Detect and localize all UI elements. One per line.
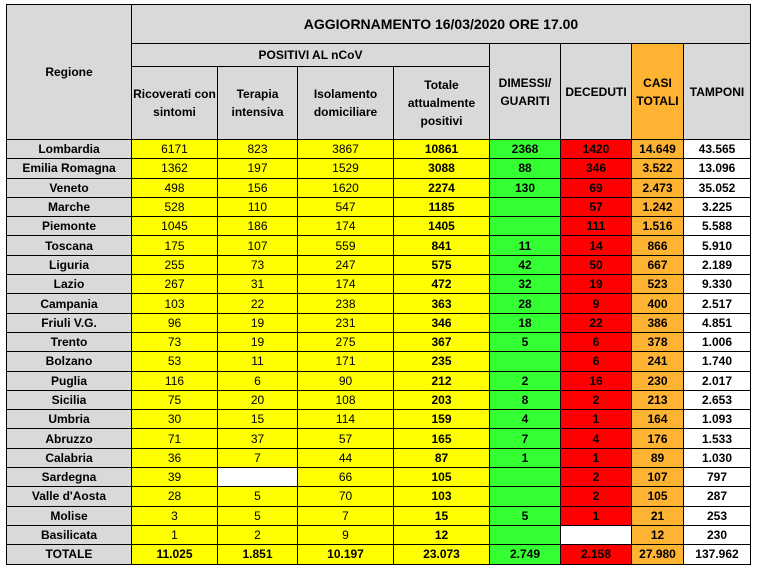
cell-terapia: 15 xyxy=(218,410,298,429)
cell-totale: 363 xyxy=(394,294,490,313)
cell-deceduti: 1 xyxy=(561,506,632,525)
cell-dimessi xyxy=(490,352,561,371)
cell-deceduti: 14 xyxy=(561,236,632,255)
cell-dimessi: 32 xyxy=(490,275,561,294)
cell-casi: 241 xyxy=(632,352,684,371)
cell-regione: Umbria xyxy=(7,410,132,429)
cell-tamponi: 1.006 xyxy=(684,332,751,351)
cell-regione: Sicilia xyxy=(7,390,132,409)
table-row xyxy=(7,390,751,409)
covid-regional-table xyxy=(6,4,751,565)
cell-ricoverati: 28 xyxy=(132,487,218,506)
table-row xyxy=(7,197,751,216)
cell-terapia: 73 xyxy=(218,255,298,274)
cell-ricoverati: 255 xyxy=(132,255,218,274)
table-row xyxy=(7,236,751,255)
cell-dimessi: 7 xyxy=(490,429,561,448)
cell-tamponi: 797 xyxy=(684,468,751,487)
cell-totale: 23.073 xyxy=(394,545,490,564)
cell-ricoverati: 267 xyxy=(132,275,218,294)
table-row xyxy=(7,159,751,178)
cell-regione: Puglia xyxy=(7,371,132,390)
cell-isolamento: 275 xyxy=(298,332,394,351)
cell-dimessi: 42 xyxy=(490,255,561,274)
table-row xyxy=(7,332,751,351)
cell-casi: 230 xyxy=(632,371,684,390)
cell-deceduti xyxy=(561,525,632,544)
cell-deceduti: 1420 xyxy=(561,140,632,159)
cell-tamponi: 137.962 xyxy=(684,545,751,564)
cell-totale: 165 xyxy=(394,429,490,448)
cell-totale: 203 xyxy=(394,390,490,409)
cell-terapia: 7 xyxy=(218,448,298,467)
cell-regione: Liguria xyxy=(7,255,132,274)
cell-tamponi: 2.517 xyxy=(684,294,751,313)
cell-isolamento: 171 xyxy=(298,352,394,371)
cell-totale: 103 xyxy=(394,487,490,506)
cell-dimessi xyxy=(490,487,561,506)
cell-tamponi: 5.588 xyxy=(684,217,751,236)
cell-casi: 2.473 xyxy=(632,178,684,197)
table-row xyxy=(7,410,751,429)
cell-casi: 1.516 xyxy=(632,217,684,236)
cell-dimessi: 5 xyxy=(490,332,561,351)
cell-isolamento: 174 xyxy=(298,217,394,236)
cell-deceduti: 111 xyxy=(561,217,632,236)
cell-tamponi: 1.533 xyxy=(684,429,751,448)
cell-regione: Piemonte xyxy=(7,217,132,236)
cell-deceduti: 2 xyxy=(561,487,632,506)
cell-totale: 472 xyxy=(394,275,490,294)
cell-dimessi: 5 xyxy=(490,506,561,525)
cell-terapia: 31 xyxy=(218,275,298,294)
cell-ricoverati: 1045 xyxy=(132,217,218,236)
cell-regione: Calabria xyxy=(7,448,132,467)
cell-tamponi: 35.052 xyxy=(684,178,751,197)
cell-regione: Sardegna xyxy=(7,468,132,487)
page-title: AGGIORNAMENTO 16/03/2020 ORE 17.00 xyxy=(132,5,751,44)
header-positivi: POSITIVI AL nCoV xyxy=(132,44,490,67)
cell-dimessi xyxy=(490,525,561,544)
cell-dimessi: 11 xyxy=(490,236,561,255)
cell-tamponi: 1.093 xyxy=(684,410,751,429)
cell-casi: 866 xyxy=(632,236,684,255)
cell-isolamento: 231 xyxy=(298,313,394,332)
header-casi: CASI TOTALI xyxy=(632,44,684,140)
cell-tamponi: 2.017 xyxy=(684,371,751,390)
cell-casi: 89 xyxy=(632,448,684,467)
cell-deceduti: 2 xyxy=(561,390,632,409)
cell-isolamento: 559 xyxy=(298,236,394,255)
cell-ricoverati: 103 xyxy=(132,294,218,313)
cell-totale: 15 xyxy=(394,506,490,525)
cell-terapia: 107 xyxy=(218,236,298,255)
cell-regione: Marche xyxy=(7,197,132,216)
cell-totale: 841 xyxy=(394,236,490,255)
cell-isolamento: 7 xyxy=(298,506,394,525)
cell-totale: 159 xyxy=(394,410,490,429)
cell-terapia: 2 xyxy=(218,525,298,544)
cell-terapia: 11 xyxy=(218,352,298,371)
cell-ricoverati: 30 xyxy=(132,410,218,429)
cell-regione: Abruzzo xyxy=(7,429,132,448)
cell-regione: Toscana xyxy=(7,236,132,255)
cell-casi: 14.649 xyxy=(632,140,684,159)
cell-regione: Emilia Romagna xyxy=(7,159,132,178)
table-row xyxy=(7,525,751,544)
header-totale-positivi: Totale attualmente positivi xyxy=(394,67,490,140)
cell-isolamento: 247 xyxy=(298,255,394,274)
cell-regione: Veneto xyxy=(7,178,132,197)
cell-regione: Basilicata xyxy=(7,525,132,544)
cell-ricoverati: 36 xyxy=(132,448,218,467)
cell-ricoverati: 96 xyxy=(132,313,218,332)
table-row xyxy=(7,487,751,506)
cell-ricoverati: 53 xyxy=(132,352,218,371)
cell-tamponi: 3.225 xyxy=(684,197,751,216)
table-row xyxy=(7,429,751,448)
cell-isolamento: 66 xyxy=(298,468,394,487)
table-row xyxy=(7,506,751,525)
cell-isolamento: 114 xyxy=(298,410,394,429)
cell-tamponi: 287 xyxy=(684,487,751,506)
table-row xyxy=(7,313,751,332)
cell-tamponi: 9.330 xyxy=(684,275,751,294)
cell-terapia: 197 xyxy=(218,159,298,178)
cell-deceduti: 1 xyxy=(561,448,632,467)
cell-tamponi: 230 xyxy=(684,525,751,544)
cell-isolamento: 1620 xyxy=(298,178,394,197)
cell-tamponi: 1.740 xyxy=(684,352,751,371)
cell-regione: Molise xyxy=(7,506,132,525)
cell-dimessi xyxy=(490,217,561,236)
cell-regione: Trento xyxy=(7,332,132,351)
cell-terapia: 22 xyxy=(218,294,298,313)
cell-isolamento: 547 xyxy=(298,197,394,216)
cell-tamponi: 4.851 xyxy=(684,313,751,332)
cell-dimessi: 88 xyxy=(490,159,561,178)
cell-dimessi xyxy=(490,468,561,487)
cell-totale: 235 xyxy=(394,352,490,371)
cell-terapia: 1.851 xyxy=(218,545,298,564)
cell-regione: Friuli V.G. xyxy=(7,313,132,332)
cell-terapia: 823 xyxy=(218,140,298,159)
cell-casi: 21 xyxy=(632,506,684,525)
cell-deceduti: 50 xyxy=(561,255,632,274)
table-row xyxy=(7,448,751,467)
cell-ricoverati: 116 xyxy=(132,371,218,390)
cell-deceduti: 1 xyxy=(561,410,632,429)
cell-deceduti: 69 xyxy=(561,178,632,197)
cell-regione: Lazio xyxy=(7,275,132,294)
cell-terapia: 19 xyxy=(218,313,298,332)
cell-isolamento: 57 xyxy=(298,429,394,448)
cell-casi: 176 xyxy=(632,429,684,448)
cell-totale: 3088 xyxy=(394,159,490,178)
table-row xyxy=(7,371,751,390)
cell-terapia: 20 xyxy=(218,390,298,409)
cell-terapia: 5 xyxy=(218,487,298,506)
cell-ricoverati: 498 xyxy=(132,178,218,197)
cell-dimessi: 8 xyxy=(490,390,561,409)
table-row xyxy=(7,140,751,159)
cell-deceduti: 2.158 xyxy=(561,545,632,564)
table-row xyxy=(7,275,751,294)
cell-casi: 107 xyxy=(632,468,684,487)
cell-casi: 400 xyxy=(632,294,684,313)
cell-dimessi: 130 xyxy=(490,178,561,197)
cell-isolamento: 10.197 xyxy=(298,545,394,564)
cell-tamponi: 2.653 xyxy=(684,390,751,409)
cell-regione: Lombardia xyxy=(7,140,132,159)
table-total-row xyxy=(7,545,751,564)
cell-isolamento: 174 xyxy=(298,275,394,294)
cell-totale: 575 xyxy=(394,255,490,274)
cell-deceduti: 19 xyxy=(561,275,632,294)
cell-terapia: 186 xyxy=(218,217,298,236)
cell-ricoverati: 71 xyxy=(132,429,218,448)
header-terapia: Terapia intensiva xyxy=(218,67,298,140)
cell-casi: 164 xyxy=(632,410,684,429)
cell-regione: TOTALE xyxy=(7,545,132,564)
cell-ricoverati: 175 xyxy=(132,236,218,255)
cell-casi: 386 xyxy=(632,313,684,332)
cell-dimessi: 1 xyxy=(490,448,561,467)
cell-totale: 10861 xyxy=(394,140,490,159)
cell-casi: 667 xyxy=(632,255,684,274)
cell-totale: 346 xyxy=(394,313,490,332)
cell-deceduti: 2 xyxy=(561,468,632,487)
cell-casi: 1.242 xyxy=(632,197,684,216)
cell-ricoverati: 3 xyxy=(132,506,218,525)
cell-deceduti: 6 xyxy=(561,352,632,371)
table-row xyxy=(7,352,751,371)
table-row xyxy=(7,294,751,313)
cell-dimessi: 2.749 xyxy=(490,545,561,564)
cell-isolamento: 9 xyxy=(298,525,394,544)
cell-terapia: 5 xyxy=(218,506,298,525)
cell-tamponi: 253 xyxy=(684,506,751,525)
header-deceduti: DECEDUTI xyxy=(561,44,632,140)
cell-deceduti: 22 xyxy=(561,313,632,332)
cell-totale: 105 xyxy=(394,468,490,487)
cell-ricoverati: 6171 xyxy=(132,140,218,159)
cell-dimessi: 28 xyxy=(490,294,561,313)
table-row xyxy=(7,255,751,274)
cell-casi: 523 xyxy=(632,275,684,294)
cell-isolamento: 1529 xyxy=(298,159,394,178)
cell-tamponi: 43.565 xyxy=(684,140,751,159)
cell-deceduti: 16 xyxy=(561,371,632,390)
header-tamponi: TAMPONI xyxy=(684,44,751,140)
cell-regione: Campania xyxy=(7,294,132,313)
cell-tamponi: 5.910 xyxy=(684,236,751,255)
cell-ricoverati: 73 xyxy=(132,332,218,351)
cell-terapia: 19 xyxy=(218,332,298,351)
cell-totale: 367 xyxy=(394,332,490,351)
cell-ricoverati: 75 xyxy=(132,390,218,409)
cell-terapia: 110 xyxy=(218,197,298,216)
cell-deceduti: 9 xyxy=(561,294,632,313)
cell-isolamento: 108 xyxy=(298,390,394,409)
cell-tamponi: 2.189 xyxy=(684,255,751,274)
cell-totale: 212 xyxy=(394,371,490,390)
cell-terapia xyxy=(218,468,298,487)
cell-totale: 1185 xyxy=(394,197,490,216)
cell-totale: 87 xyxy=(394,448,490,467)
cell-ricoverati: 39 xyxy=(132,468,218,487)
cell-dimessi xyxy=(490,197,561,216)
cell-deceduti: 346 xyxy=(561,159,632,178)
cell-tamponi: 1.030 xyxy=(684,448,751,467)
cell-terapia: 156 xyxy=(218,178,298,197)
cell-terapia: 6 xyxy=(218,371,298,390)
cell-casi: 3.522 xyxy=(632,159,684,178)
cell-totale: 12 xyxy=(394,525,490,544)
cell-casi: 105 xyxy=(632,487,684,506)
cell-isolamento: 238 xyxy=(298,294,394,313)
header-ricoverati: Ricoverati con sintomi xyxy=(132,67,218,140)
cell-deceduti: 57 xyxy=(561,197,632,216)
cell-isolamento: 70 xyxy=(298,487,394,506)
cell-dimessi: 18 xyxy=(490,313,561,332)
cell-regione: Bolzano xyxy=(7,352,132,371)
cell-dimessi: 2368 xyxy=(490,140,561,159)
cell-totale: 2274 xyxy=(394,178,490,197)
cell-dimessi: 4 xyxy=(490,410,561,429)
cell-casi: 213 xyxy=(632,390,684,409)
cell-totale: 1405 xyxy=(394,217,490,236)
cell-tamponi: 13.096 xyxy=(684,159,751,178)
cell-dimessi: 2 xyxy=(490,371,561,390)
header-dimessi: DIMESSI/ GUARITI xyxy=(490,44,561,140)
cell-deceduti: 6 xyxy=(561,332,632,351)
cell-casi: 27.980 xyxy=(632,545,684,564)
cell-ricoverati: 11.025 xyxy=(132,545,218,564)
cell-isolamento: 44 xyxy=(298,448,394,467)
cell-casi: 12 xyxy=(632,525,684,544)
table-row xyxy=(7,468,751,487)
cell-isolamento: 90 xyxy=(298,371,394,390)
table-row xyxy=(7,178,751,197)
cell-ricoverati: 528 xyxy=(132,197,218,216)
cell-casi: 378 xyxy=(632,332,684,351)
table-row xyxy=(7,217,751,236)
header-regione: Regione xyxy=(7,5,132,140)
header-isolamento: Isolamento domiciliare xyxy=(298,67,394,140)
cell-ricoverati: 1362 xyxy=(132,159,218,178)
cell-deceduti: 4 xyxy=(561,429,632,448)
cell-terapia: 37 xyxy=(218,429,298,448)
cell-isolamento: 3867 xyxy=(298,140,394,159)
cell-regione: Valle d'Aosta xyxy=(7,487,132,506)
cell-ricoverati: 1 xyxy=(132,525,218,544)
